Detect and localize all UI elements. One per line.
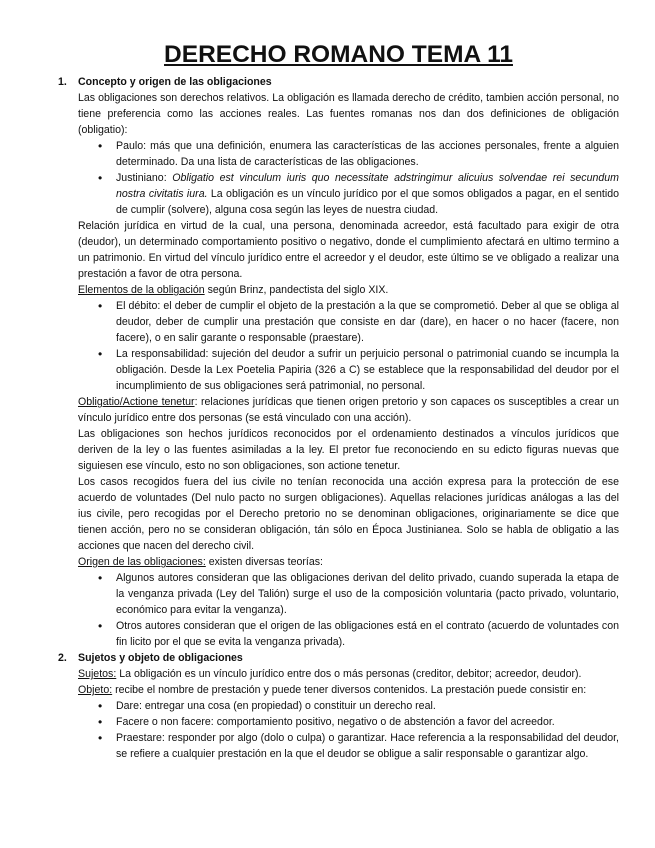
objeto-label: Objeto:: [78, 684, 113, 696]
section-1-heading: [58, 74, 619, 90]
theory-contrato: • Otros autores consideran que el origen de las obligaciones está en el contrato (acuerdo de voluntades con fin licito por el que se evita la venganza privada).: [116, 618, 619, 650]
obligatio-label: Obligatio/Actione tenetur: [78, 396, 195, 408]
justiniano-rest: La obligación es un vínculo jurídico por el que somos obligados a pagar, en el sentido de cumplir (solvere), alguna cosa según las leyes de nuestra ciudad.: [116, 188, 619, 216]
elements-list: [78, 298, 619, 394]
elements-line: [78, 282, 619, 298]
intro-paragraph: Las obligaciones son derechos relativos. La obligación es llamada derecho de crédito, tambien acción personal, no tiene preferencia como las acciones reales. Las fuentes romanas nos dan dos definiciones de obligación (obligatio):: [78, 92, 619, 136]
hechos-paragraph: Las obligaciones son hechos jurídicos reconocidos por el ordenamiento destinados a vínculos jurídicos que deriven de la ley o las fuentes asimiladas a la ley. El pretor fue reconociendo en su edicto figuras nuevas que siguiesen ese vínculo, esto no son obligaciones, son actione tenetur.: [78, 428, 619, 472]
elements-rest: según Brinz, pandectista del siglo XIX.: [204, 284, 389, 296]
definition-justiniano: [116, 170, 619, 218]
justiniano-lead: Justiniano:: [116, 172, 173, 184]
theories-list: [78, 570, 619, 650]
objeto-paragraph: [78, 682, 619, 698]
element-responsabilidad: • La responsabilidad: sujeción del deudor a sufrir un perjuicio personal o patrimonial cuando se incumpla la obligación. Desde la Lex Poetelia Papiria (326 a C) se establece que la responsabilidad del deudor por el incumplimiento de sus obligaciones será patrimonial, no personal.: [116, 346, 619, 394]
section-1: [58, 74, 619, 650]
origen-label: Origen de las obligaciones:: [78, 556, 206, 568]
prestacion-facere: • Facere o non facere: comportamiento positivo, negativo o de abstención a favor del acreedor.: [116, 714, 619, 730]
obligatio-rest: : relaciones jurídicas que tienen origen pretorio y son capaces os susceptibles a crear un vínculo jurídico entre dos personas (se está vinculado con una acción).: [78, 396, 619, 424]
section-2: [58, 650, 619, 762]
prestacion-praestare: • Praestare: responder por algo (dolo o culpa) o garantizar. Hace referencia a la responsabilidad del deudor, se refiere a cualquier prestación en la que el deudor se obligue a salir responsable o garantizar algo.: [116, 730, 619, 762]
origen-line: [78, 554, 619, 570]
objeto-rest: recibe el nombre de prestación y puede tener diversos contenidos. La prestación puede consistir en:: [112, 684, 587, 696]
prestacion-dare: • Dare: entregar una cosa (en propiedad) o constituir un derecho real.: [116, 698, 619, 714]
section-2-number: 2.: [58, 652, 67, 664]
relation-paragraph: Relación jurídica en virtud de la cual, una persona, denominada acreedor, está facultado para exigir de otra (deudor), un determinado comportamiento positivo o negativo, donde el cumplimiento afectará en ultimo termino a un patrimonio. En virtud del vínculo jurídico entre el acreedor y el deudor, este último se ve obligado a realizar una prestación a favor de otra persona.: [78, 220, 619, 280]
sujetos-paragraph: [78, 666, 619, 682]
definition-paulo: • Paulo: más que una definición, enumera las características de las acciones personales, frente a alguien determinado. Da una lista de características de las obligaciones.: [116, 138, 619, 170]
section-2-title: Sujetos y objeto de obligaciones: [78, 652, 243, 664]
elements-label: Elementos de la obligación: [78, 284, 205, 296]
document-title: DERECHO ROMANO TEMA 11: [164, 41, 513, 68]
casos-paragraph: Los casos recogidos fuera del ius civile no tenían reconocida una acción expresa para la protección de ese acuerdo de voluntades (Del nulo pacto no surgen obligaciones). Aquellas relaciones jurídicas análogas a las del ius civile, pero recogidas por el Derecho pretorio no se denominan obligaciones, originariamente se dice que tienen acción, pero no se consideran obligación, tán sólo en Época Justinianea. Solo se habla de obligatio a las acciones que nacen del derecho civil.: [78, 476, 619, 552]
theory-delito: • Algunos autores consideran que las obligaciones derivan del delito privado, cuando superada la etapa de la venganza privada (Ley del Talión) surge el uso de la composición voluntaria (pacto privado, voluntario, económico para evitar la venganza).: [116, 570, 619, 618]
sujetos-rest: La obligación es un vínculo jurídico entre dos o más personas (creditor, debitor; acreedor, deudor).: [116, 668, 582, 680]
origen-rest: existen diversas teorías:: [205, 556, 323, 568]
section-1-number: 1.: [58, 76, 67, 88]
justiniano-quote: Obligatio est vinculum iuris quo necessitate adstringimur alicuius solvendae rei secundum nostra civitatis iura.: [116, 172, 619, 200]
section-1-title: Concepto y origen de las obligaciones: [78, 76, 272, 88]
prestaciones-list: [78, 698, 619, 762]
element-debito: • El débito: el deber de cumplir el objeto de la prestación a la que se comprometió. Deber al que se obliga al deudor, deber de cumplir una prestación que consiste en dar (dare), en hacer o no hacer (facere, non facere), o en salir garante o responsable (praestare).: [116, 298, 619, 346]
obligatio-paragraph: [78, 394, 619, 426]
section-2-heading: [58, 650, 619, 666]
sujetos-label: Sujetos:: [78, 668, 117, 680]
definitions-list: [78, 138, 619, 218]
